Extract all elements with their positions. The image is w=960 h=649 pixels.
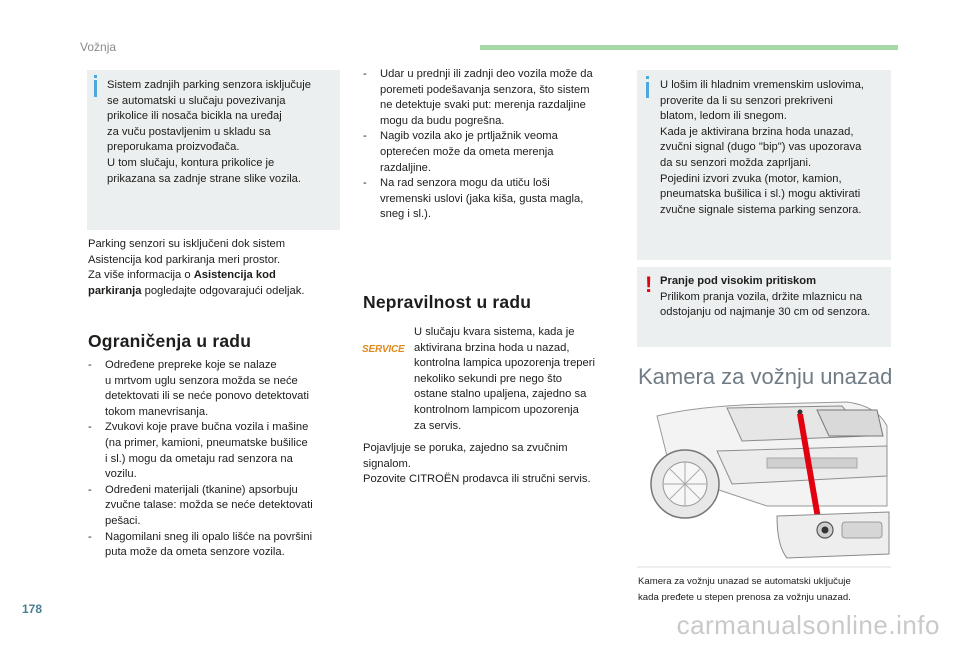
info-box-text: Sistem zadnjih parking senzora isključuje se automatski u slučaju povezivanja prikolice ili nosača bicikla na uređaj za vuču postavljenim u skladu sa preporukama proizvođača. U tom slučaju, kontura prikolice je prikazana sa zadnje strane slike vozila. — [107, 79, 311, 185]
warning-box-pressure-wash — [637, 267, 891, 347]
list-item: - Zvukovi koje prave bučna vozila i mašine (na primer, kamioni, pneumatske bušilice i sl.) mogu da ometaju rad senzora na vozilu. — [88, 420, 340, 482]
malfunction-message: Pojavljuje se poruka, zajedno sa zvučnim signalom. Pozovite CITROËN prodavca ili stručni servis. — [363, 442, 591, 486]
limitations-list — [88, 358, 340, 561]
header-accent-bar — [480, 45, 898, 50]
heading-malfunction: Nepravilnost u radu — [363, 292, 532, 312]
warning-text — [660, 274, 888, 321]
warning-icon: ! — [645, 272, 653, 297]
list-item: - Udar u prednji ili zadnji deo vozila može da poremeti podešavanja senzora, što sistem ne detektuje svaki put: merenja razdaljine mogu da budu pogrešna. — [363, 67, 618, 129]
page-number: 178 — [22, 602, 43, 616]
list-item: - Nagomilani sneg ili opalo lišće na površini puta može da ometa senzore vozila. — [88, 530, 340, 561]
parking-assist-note — [88, 237, 338, 299]
warning-body: Prilikom pranja vozila, držite mlaznicu na odstojanju od najmanje 30 cm od senzora. — [660, 290, 871, 319]
list-item: - Određene prepreke koje se nalaze u mrtvom uglu senzora možda se neće detektovati ili se neće ponovo detektovati tokom manevrisanja. — [88, 358, 340, 420]
info-icon — [94, 80, 97, 97]
warning-title: Pranje pod visokim pritiskom — [660, 275, 817, 287]
heading-rear-camera: Kamera za vožnju unazad — [638, 364, 893, 389]
note-link-bold: Asistencija kod parkiranja — [88, 269, 276, 297]
rear-camera-illustration — [637, 396, 891, 568]
list-item: - Na rad senzora mogu da utiču loši vremenski uslovi (jaka kiša, gusta magla, sneg i sl.). — [363, 176, 618, 223]
sensor-issues-list — [363, 67, 618, 223]
watermark: carmanualsonline.info — [676, 610, 940, 640]
heading-limitations: Ograničenja u radu — [88, 331, 252, 351]
list-item: - Nagib vozila ako je prtljažnik veoma opterećen može da ometa merenja razdaljine. — [363, 129, 618, 176]
info-icon-dot — [94, 75, 97, 78]
info-icon — [646, 82, 649, 98]
note-text-a: Parking senzori su isključeni dok sistem Asistencija kod parkiranja meri prostor. Za više informacija o — [88, 238, 286, 282]
service-text: U slučaju kvara sistema, kada je aktivirana brzina hoda u nazad, kontrolna lampica upozorenja treperi nekoliko sekundi pre nego što ostane stalno upaljena, zajedno sa kontrolnom lampicom upozorenja za servis. — [414, 326, 595, 432]
list-item: - Određeni materijali (tkanine) apsorbuju zvučne talase: možda se neće detektovati pešaci. — [88, 483, 340, 530]
info-icon-dot — [646, 76, 649, 79]
info-box-weather — [637, 70, 891, 260]
camera-caption: Kamera za vožnju unazad se automatski uključuje kada pređete u stepen prenosa za vožnju unazad. — [638, 576, 851, 603]
section-title: Vožnja — [80, 40, 117, 54]
note-text-b: pogledajte odgovarajući odeljak. — [141, 284, 305, 297]
info-box-trailer — [87, 70, 340, 230]
info-box-text: U lošim ili hladnim vremenskim uslovima, proverite da li su senzori prekriveni blatom, ledom ili snegom. Kada je aktivirana brzina hoda unazad, zvučni signal (dugo "bip") vas upozorava da su senzori možda zaprljani. Pojedini izvori zvuka (motor, kamion, pneumatska bušilica i sl.) mogu aktivirati zvučne signale sistema parking senzora. — [660, 79, 864, 216]
service-warning-icon: SERVICE — [362, 344, 405, 355]
